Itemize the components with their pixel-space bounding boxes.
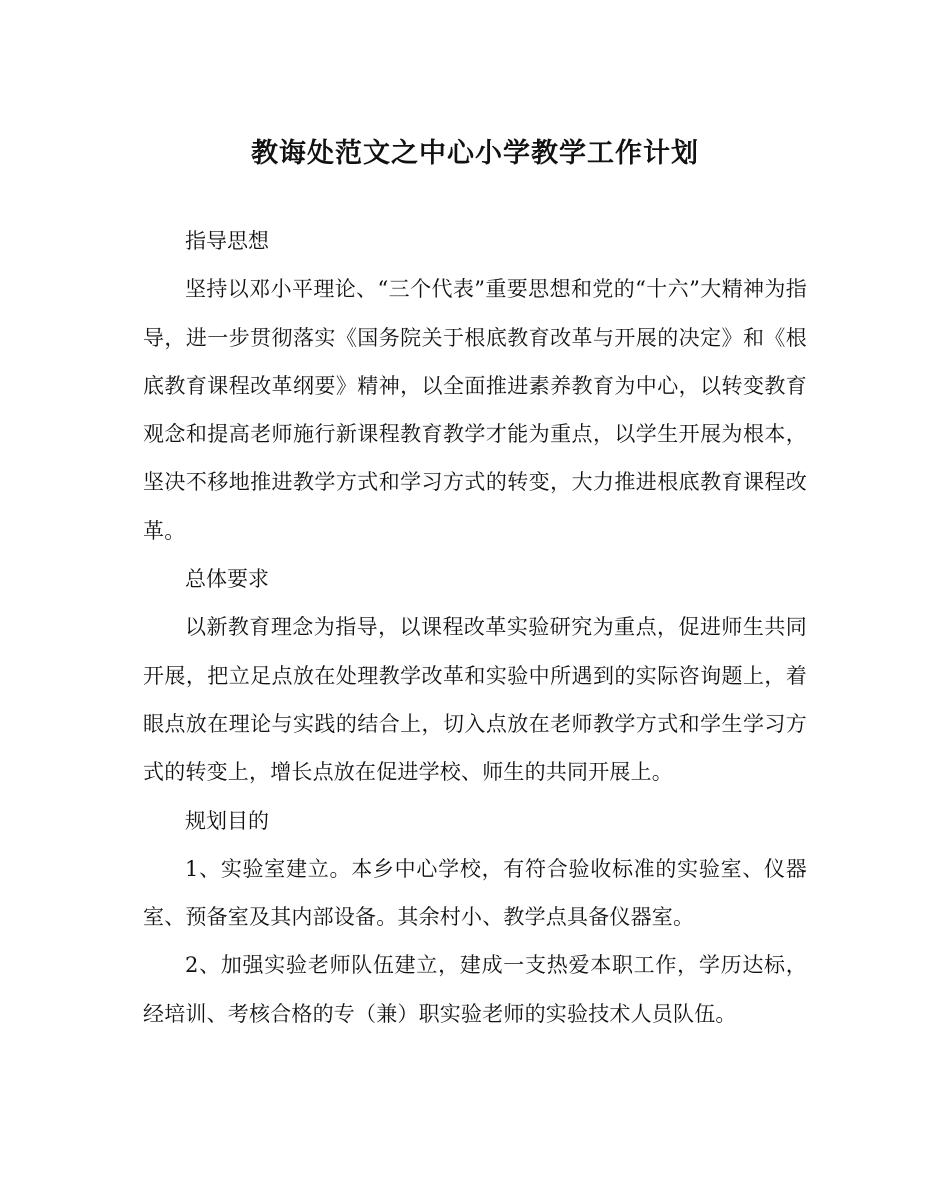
document-body (143, 217, 807, 1038)
paragraph-goal-1: 1、实验室建立。本乡中心学校，有符合验收标准的实验室、仪器室、预备室及其内部设备。其余村小、教学点具备仪器室。 (143, 856, 807, 930)
section-heading-general-requirements: 总体要求 (185, 567, 269, 592)
section-heading-planning-goals: 规划目的 (185, 808, 269, 833)
paragraph-general-requirements: 以新教育理念为指导，以课程改革实验研究为重点，促进师生共同开展，把立足点放在处理教学改革和实验中所遇到的实际咨询题上，着眼点放在理论与实践的结合上，切入点放在老师教学方式和学生学习方式的转变上，增长点放在促进学校、师生的共同开展上。 (143, 615, 807, 785)
paragraph-goal-2: 2、加强实验老师队伍建立，建成一支热爱本职工作，学历达标，经培训、考核合格的专（兼）职实验老师的实验技术人员队伍。 (143, 953, 807, 1026)
section-heading-guiding-ideology: 指导思想 (185, 229, 269, 253)
document-title: 教诲处范文之中心小学教学工作计划 (251, 138, 699, 169)
paragraph-guiding-ideology: 坚持以邓小平理论、“三个代表”重要思想和党的“十六”大精神为指导，进一步贯彻落实《国务院关于根底教育改革与开展的决定》和《根底教育课程改革纲要》精神，以全面推进素养教育为中心，以转变教育观念和提高老师施行新课程教育教学才能为重点，以学生开展为根本，坚决不移地推进教学方式和学习方式的转变，大力推进根底教育课程改革。 (143, 277, 807, 543)
